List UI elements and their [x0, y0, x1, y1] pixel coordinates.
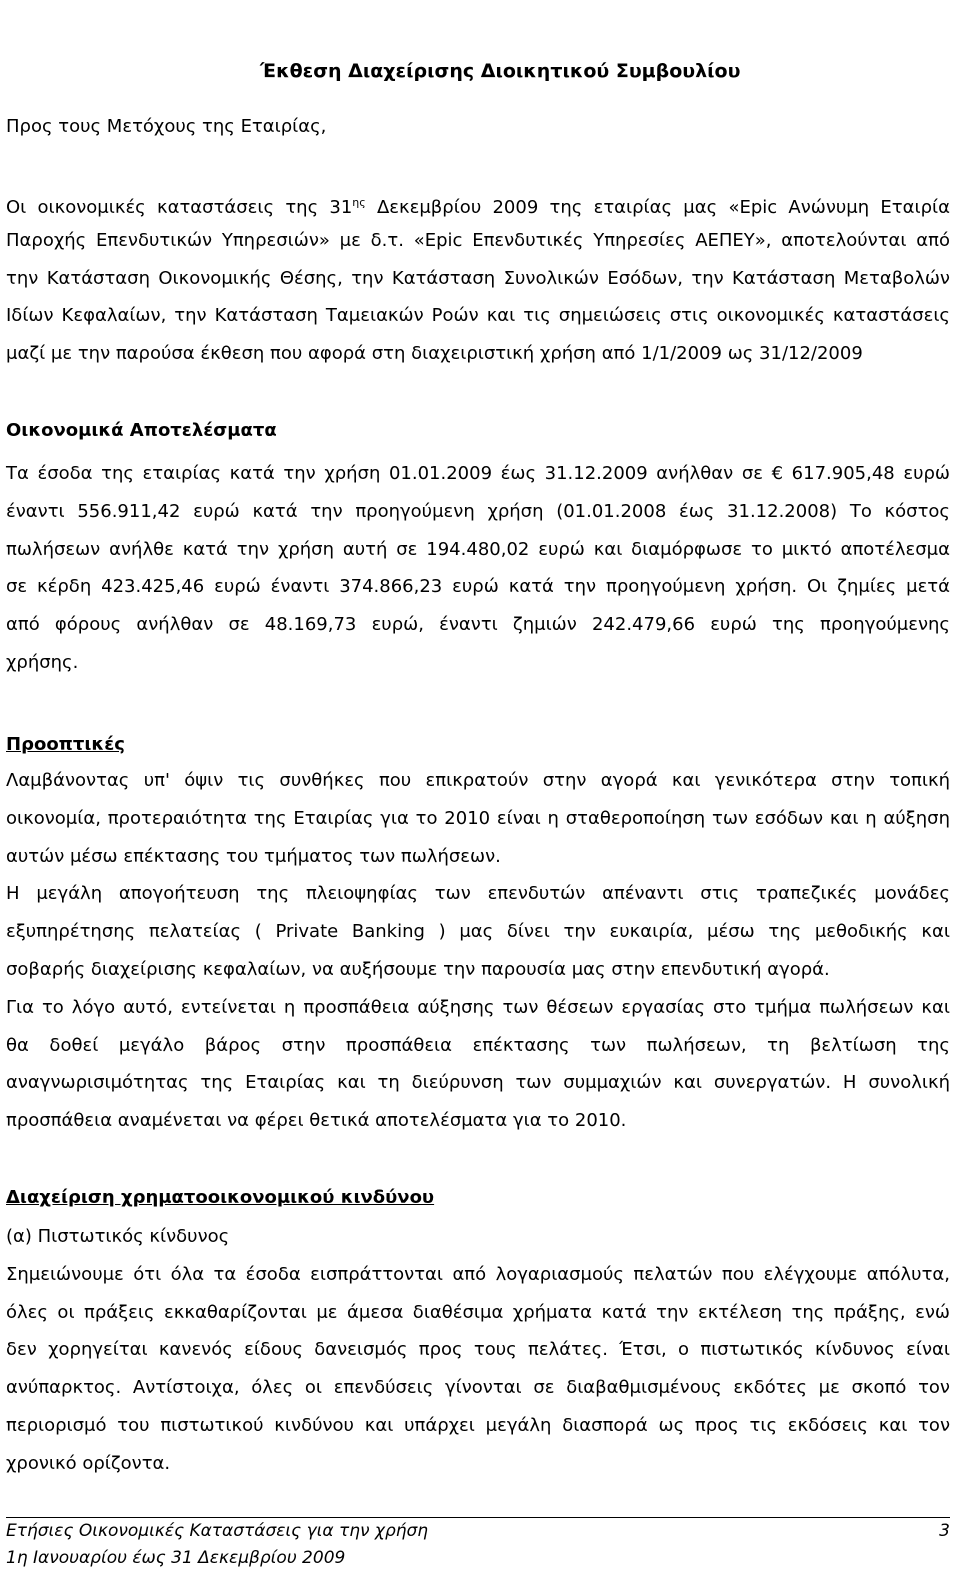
paragraph-line: Ιδίων Κεφαλαίων, την Κατάσταση Ταμειακών Ροών και τις σημειώσεις στις οικονομικές καταστάσεις [6, 305, 950, 327]
section-heading-risk: Διαχείριση χρηματοοικονομικού κινδύνου [6, 1187, 435, 1208]
results-paragraph [6, 455, 950, 682]
ordinal-suffix: ης [352, 196, 366, 209]
paragraph-line: Σημειώνουμε ότι όλα τα έσοδα εισπράττονται από λογαριασμούς πελατών που ελέγχουμε απόλυτα, [6, 1263, 950, 1285]
risk-paragraph [6, 1218, 950, 1483]
paragraph-line: προσπάθεια αναμένεται να φέρει θετικά αποτελέσματα για το 2010. [6, 1110, 627, 1132]
paragraph-line: περιορισμό του πιστωτικού κινδύνου και υπάρχει μεγάλη διασπορά ως προς τις εκδόσεις και τον [6, 1414, 950, 1436]
paragraph-line: χρονικό ορίζοντα. [6, 1452, 171, 1474]
paragraph-line: εξυπηρέτησης πελατείας ( Private Banking ) μας δίνει την ευκαιρία, μέσω της μεθοδικής και [6, 921, 950, 943]
paragraph-line: Τα έσοδα της εταιρίας κατά την χρήση 01.01.2009 έως 31.12.2009 ανήλθαν σε € 617.905,48 ευρώ [6, 463, 950, 484]
page-number: 3 [939, 1521, 950, 1541]
footer-line-2: 1η Ιανουαρίου έως 31 Δεκεμβρίου 2009 [6, 1548, 346, 1568]
paragraph-line: Παροχής Επενδυτικών Υπηρεσιών» με δ.τ. «Epic Επενδυτικές Υπηρεσίες ΑΕΠΕΥ», αποτελούνται από [6, 229, 950, 251]
paragraph-line: χρήσης. [6, 651, 79, 673]
paragraph-line: αυτών μέσω επέκτασης του τμήματος των πωλήσεων. [6, 845, 501, 867]
euro-symbol: € [771, 463, 784, 484]
subheading-credit-risk: (α) Πιστωτικός κίνδυνος [6, 1226, 230, 1247]
paragraph-line: Λαμβάνοντας υπ' όψιν τις συνθήκες που επικρατούν στην αγορά και γενικότερα στην τοπική [6, 770, 950, 791]
paragraph-line: την Κατάσταση Οικονομικής Θέσης, την Κατάσταση Συνολικών Εσόδων, την Κατάσταση Μεταβολών [6, 267, 950, 289]
intro-paragraph [6, 184, 950, 373]
footer-line-1: Ετήσιες Οικονομικές Καταστάσεις για την χρήση [6, 1521, 429, 1541]
section-heading-results: Οικονομικά Αποτελέσματα [6, 420, 277, 441]
paragraph-line: Οι οικονομικές καταστάσεις της $31^{\eta\varsigma}$ Δεκεμβρίου 2009 της εταιρίας μας «Epic Ανώνυμη Εταιρία [6, 196, 950, 218]
paragraph-line: όλες οι πράξεις εκκαθαρίζονται με άμεσα διαθέσιμα χρήματα κατά την εκτέλεση της πράξης, ενώ [6, 1301, 950, 1323]
document-title: Έκθεση Διαχείρισης Διοικητικού Συμβουλίου [260, 60, 741, 82]
paragraph-line: Για το λόγο αυτό, εντείνεται η προσπάθεια αύξησης των θέσεων εργασίας στο τμήμα πωλήσεων και [6, 996, 950, 1018]
paragraph-line: πωλήσεων ανήλθε κατά την χρήση αυτή σε 194.480,02 ευρώ και διαμόρφωσε το μικτό αποτέλεσμα [6, 538, 950, 560]
paragraph-line: αναγνωρισιμότητας της Εταιρίας και τη διεύρυνση των συμμαχιών και συνεργατών. Η συνολική [6, 1072, 950, 1094]
greeting: Προς τους Μετόχους της Εταιρίας, [6, 116, 327, 137]
page-footer [6, 1517, 950, 1572]
paragraph-line: Η μεγάλη απογοήτευση της πλειοψηφίας των επενδυτών απέναντι στις τραπεζικές μονάδες [6, 883, 950, 905]
paragraph-line: οικονομία, προτεραιότητα της Εταιρίας για το 2010 είναι η σταθεροποίηση των εσόδων και η αύξηση [6, 807, 950, 829]
paragraph-line: ανύπαρκτος. Αντίστοιχα, όλες οι επενδύσεις γίνονται σε διαβαθμισμένους εκδότες με σκοπό τον [6, 1377, 950, 1399]
paragraph-line: έναντι 556.911,42 ευρώ κατά την προηγούμενη χρήση (01.01.2008 έως 31.12.2008) Το κόστος [6, 500, 950, 522]
paragraph-line: μαζί με την παρούσα έκθεση που αφορά στη διαχειριστική χρήση από 1/1/2009 ως 31/12/2009 [6, 343, 863, 365]
paragraph-line: σε κέρδη 423.425,46 ευρώ έναντι 374.866,23 ευρώ κατά την προηγούμενη χρήση. Οι ζημίες μετά [6, 576, 950, 598]
paragraph-line: δεν χορηγείται κανενός είδους δανεισμός προς τους πελάτες. Έτσι, ο πιστωτικός κίνδυνος είναι [6, 1339, 950, 1361]
outlook-paragraphs [6, 762, 950, 1140]
section-heading-outlook: Προοπτικές [6, 734, 125, 755]
paragraph-line: σοβαρής διαχείρισης κεφαλαίων, να αυξήσουμε την παρουσία μας στην επενδυτική αγορά. [6, 958, 830, 980]
paragraph-line: θα δοθεί μεγάλο βάρος στην προσπάθεια επέκτασης των πωλήσεων, τη βελτίωση της [6, 1034, 950, 1056]
paragraph-line: από φόρους ανήλθαν σε 48.169,73 ευρώ, έναντι ζημιών 242.479,66 ευρώ της προηγούμενης [6, 614, 950, 636]
